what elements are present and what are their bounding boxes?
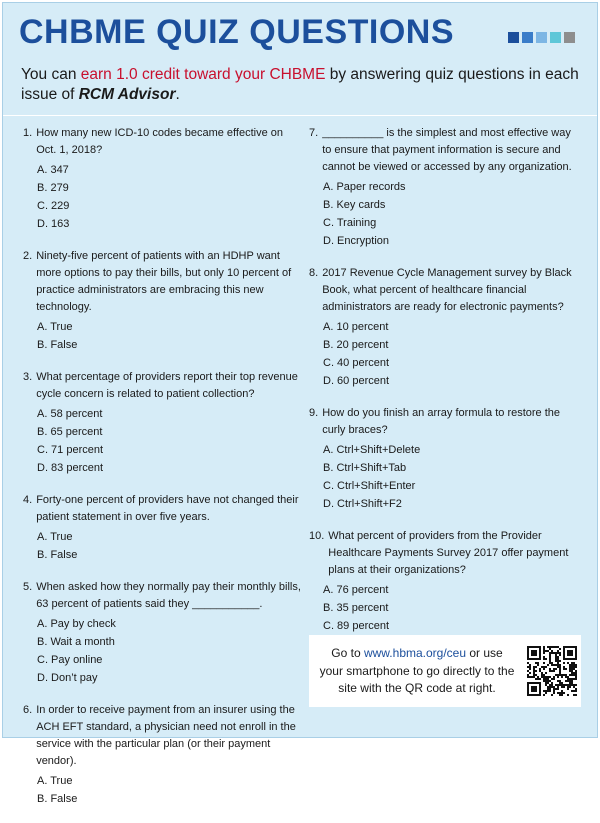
publication-name: RCM Advisor: [78, 86, 176, 103]
questions-left-column: [23, 125, 305, 823]
answer-option: B. 279: [37, 182, 69, 194]
question-number: 2.: [23, 250, 33, 262]
answer-option: D. Encryption: [323, 235, 390, 247]
qr-code-icon[interactable]: [527, 643, 577, 699]
answer-options: [323, 178, 581, 250]
question-text: __________ is the simplest and most effective way to ensure that payment information is secure and cannot be viewed or accessed by any organization.: [322, 127, 572, 173]
answer-option: B. 20 percent: [323, 339, 389, 351]
decorative-squares: [508, 32, 575, 43]
question-number: 8.: [309, 267, 319, 279]
answer-option: B. Key cards: [323, 199, 386, 211]
cta-post: or use your smartphone to go directly to the site with the QR code at right.: [319, 646, 515, 695]
answer-option: B. 35 percent: [323, 602, 389, 614]
answer-options: [37, 318, 305, 354]
answer-option: C. Training: [323, 217, 377, 229]
answer-option: A. 10 percent: [323, 321, 389, 333]
answer-options: [37, 161, 305, 233]
answer-option: B. Wait a month: [37, 636, 115, 648]
question-header: [23, 702, 305, 770]
question-number: 4.: [23, 494, 33, 506]
quiz-question: [309, 405, 581, 513]
question-text: 2017 Revenue Cycle Management survey by Black Book, what percent of healthcare financial administrators are ready for electronic payments?: [322, 267, 572, 313]
question-header: [23, 579, 305, 613]
answer-option: C. 89 percent: [323, 620, 390, 632]
answer-option: A. Ctrl+Shift+Delete: [323, 444, 421, 456]
answer-options: [37, 615, 305, 687]
answer-option: A. True: [37, 321, 73, 333]
answer-option: D. 83 percent: [37, 462, 104, 474]
answer-option: A. 347: [37, 164, 69, 176]
intro-text: [21, 65, 581, 105]
answer-option: A. True: [37, 775, 73, 787]
question-header: [23, 369, 305, 403]
question-number: 3.: [23, 371, 33, 383]
question-header: [309, 125, 581, 176]
question-header: [23, 248, 305, 316]
question-text: How do you finish an array formula to restore the curly braces?: [322, 407, 561, 436]
question-text: In order to receive payment from an insurer using the ACH EFT standard, a physician need not enroll in the service with the particular plan (or their payment vendor).: [36, 704, 296, 767]
divider: [3, 115, 597, 116]
answer-options: [37, 772, 305, 808]
intro-highlight: earn 1.0 credit toward your CHBME: [80, 66, 326, 83]
quiz-question: [23, 579, 305, 687]
intro-pre: You can: [21, 66, 81, 83]
cta-pre: Go to: [331, 646, 364, 660]
answer-option: D. Ctrl+Shift+F2: [323, 498, 402, 510]
question-header: [23, 492, 305, 526]
answer-option: A. True: [37, 531, 73, 543]
quiz-question: [309, 125, 581, 250]
question-header: [309, 265, 581, 316]
ceu-link[interactable]: www.hbma.org/ceu: [363, 646, 467, 660]
question-number: 10.: [309, 530, 325, 542]
cta-box: [309, 635, 581, 707]
quiz-question: [309, 265, 581, 390]
intro-post: .: [175, 86, 180, 103]
answer-option: B. False: [37, 339, 78, 351]
decorative-square: [564, 32, 575, 43]
question-header: [309, 528, 581, 579]
answer-option: D. Don’t pay: [37, 672, 98, 684]
decorative-square: [550, 32, 561, 43]
question-text: Forty-one percent of providers have not changed their patient statement in over five years.: [36, 494, 299, 523]
answer-option: C. 229: [37, 200, 70, 212]
question-number: 1.: [23, 127, 33, 139]
quiz-question: [23, 492, 305, 564]
quiz-page: [2, 2, 598, 805]
answer-option: B. Ctrl+Shift+Tab: [323, 462, 407, 474]
cta-text: [319, 645, 515, 698]
answer-option: C. Pay online: [37, 654, 103, 666]
decorative-square: [522, 32, 533, 43]
answer-option: B. False: [37, 549, 78, 561]
answer-option: D. 163: [37, 218, 70, 230]
page-title: CHBME QUIZ QUESTIONS: [19, 13, 455, 51]
decorative-square: [536, 32, 547, 43]
quiz-question: [23, 369, 305, 477]
question-number: 9.: [309, 407, 319, 419]
answer-option: A. 76 percent: [323, 584, 389, 596]
answer-option: C. Ctrl+Shift+Enter: [323, 480, 416, 492]
answer-options: [323, 441, 581, 513]
intro-mid: by answering quiz questions in each issue of: [21, 66, 579, 103]
header: [3, 3, 597, 111]
question-text: How many new ICD-10 codes became effective on Oct. 1, 2018?: [36, 127, 283, 156]
question-number: 5.: [23, 581, 33, 593]
answer-option: B. False: [37, 793, 78, 805]
question-text: What percent of providers from the Provider Healthcare Payments Survey 2017 offer payment plans at their organizations?: [328, 530, 569, 576]
quiz-question: [23, 702, 305, 808]
answer-option: C. 71 percent: [37, 444, 104, 456]
quiz-question: [23, 248, 305, 354]
question-text: What percentage of providers report their top revenue cycle concern is related to patient collection?: [36, 371, 298, 400]
answer-option: A. 58 percent: [37, 408, 103, 420]
quiz-question: [23, 125, 305, 233]
answer-options: [37, 528, 305, 564]
question-text: When asked how they normally pay their monthly bills, 63 percent of patients said they ___________.: [36, 581, 301, 610]
question-header: [23, 125, 305, 159]
question-number: 7.: [309, 127, 319, 139]
answer-option: C. 40 percent: [323, 357, 390, 369]
answer-option: D. 60 percent: [323, 375, 390, 387]
decorative-square: [508, 32, 519, 43]
answer-option: A. Paper records: [323, 181, 406, 193]
question-header: [309, 405, 581, 439]
question-text: Ninety-five percent of patients with an HDHP want more options to pay their bills, but only 10 percent of practice administrators are embracing this new technology.: [36, 250, 292, 313]
answer-option: A. Pay by check: [37, 618, 116, 630]
question-number: 6.: [23, 704, 33, 716]
answer-options: [323, 318, 581, 390]
answer-options: [37, 405, 305, 477]
questions-right-column: [309, 125, 581, 668]
answer-option: B. 65 percent: [37, 426, 103, 438]
